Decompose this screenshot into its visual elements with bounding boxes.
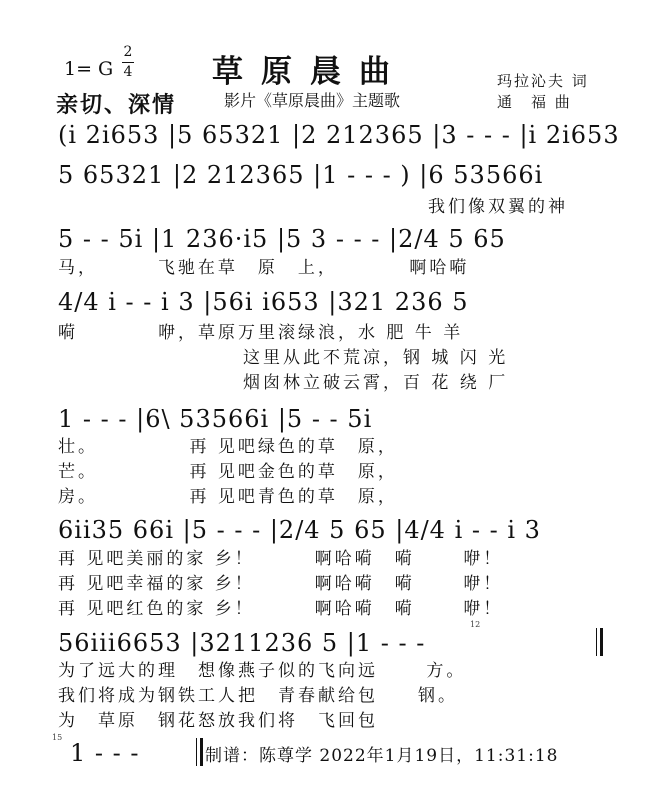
lyric-line-6: 壮。 再 见吧绿色的草 原， [58,437,398,457]
composer-credit: 通 福 曲 [497,93,572,111]
lyric-line-1: 我们像双翼的神 [428,197,568,217]
ending-barline [196,738,203,766]
lyricist-credit: 玛拉沁夫 词 [497,72,589,90]
time-top: 2 [123,44,133,60]
lyric-line-11: 再 见吧红色的家 乡！ 啊哈嗬 嗬 咿！ [58,599,504,619]
subtitle: 影片《草原晨曲》主题歌 [224,91,401,110]
lyric-line-4: 这里从此不荒凉，钢 城 闪 光 [243,348,509,368]
time-signature [122,44,134,81]
time-bar [122,62,134,63]
lyric-line-3: 嗬 咿，草原万里滚绿浪，水 肥 牛 羊 [58,323,464,343]
score-row-5: 1 - - - |6\ 53566i |5 - - 5i [58,405,373,433]
score-row-2: 5 65321 |2 212365 |1 - - - ) |6 53566i [58,161,544,189]
lyric-line-9: 再 见吧美丽的家 乡！ 啊哈嗬 嗬 咿！ [58,549,504,569]
song-title: 草原晨曲 [212,54,408,90]
score-row-7: 56iii6653 |3211236 5 |1 - - - [58,629,426,657]
score-row-6: 6ii35 66i |5 - - - |2/4 5 65 |4/4 i - - i 3 [58,516,541,544]
key-signature: 1= G [64,58,114,80]
score-row-1: (i 2i653 |5 65321 |2 212365 |3 - - - |i 2i653 [58,121,620,149]
lyric-line-7: 芒。 再 见吧金色的草 原， [58,462,398,482]
tempo-marking: 亲切、深情 [56,92,177,118]
measure-number-12: 12 [470,620,481,629]
lyric-line-2: 马， 飞驰在草 原 上， 啊哈嗬 [58,258,470,278]
score-row-4: 4/4 i - - i 3 |56i i653 |321 236 5 [58,288,469,316]
score-row-3: 5 - - 5i |1 236·i5 |5 3 - - - |2/4 5 65 [58,225,506,253]
score-row-8: 1 - - - [70,739,140,767]
lyric-line-5: 烟囱林立破云霄，百 花 绕 厂 [243,373,509,393]
measure-number-15: 15 [52,733,63,742]
time-bottom: 4 [123,64,133,80]
lyric-line-12: 为了远大的理 想像燕子似的飞向远 方。 [58,661,467,681]
transcription-credit: 制谱：陈尊学 2022年1月19日，11:31:18 [205,746,559,766]
lyric-line-14: 为 草原 钢花怒放我们将 飞回包 [58,711,378,731]
lyric-line-10: 再 见吧幸福的家 乡！ 啊哈嗬 嗬 咿！ [58,574,504,594]
lyric-line-8: 房。 再 见吧青色的草 原， [58,487,398,507]
final-barline [596,628,603,656]
lyric-line-13: 我们将成为钢铁工人把 青春献给包 钢。 [58,686,458,706]
